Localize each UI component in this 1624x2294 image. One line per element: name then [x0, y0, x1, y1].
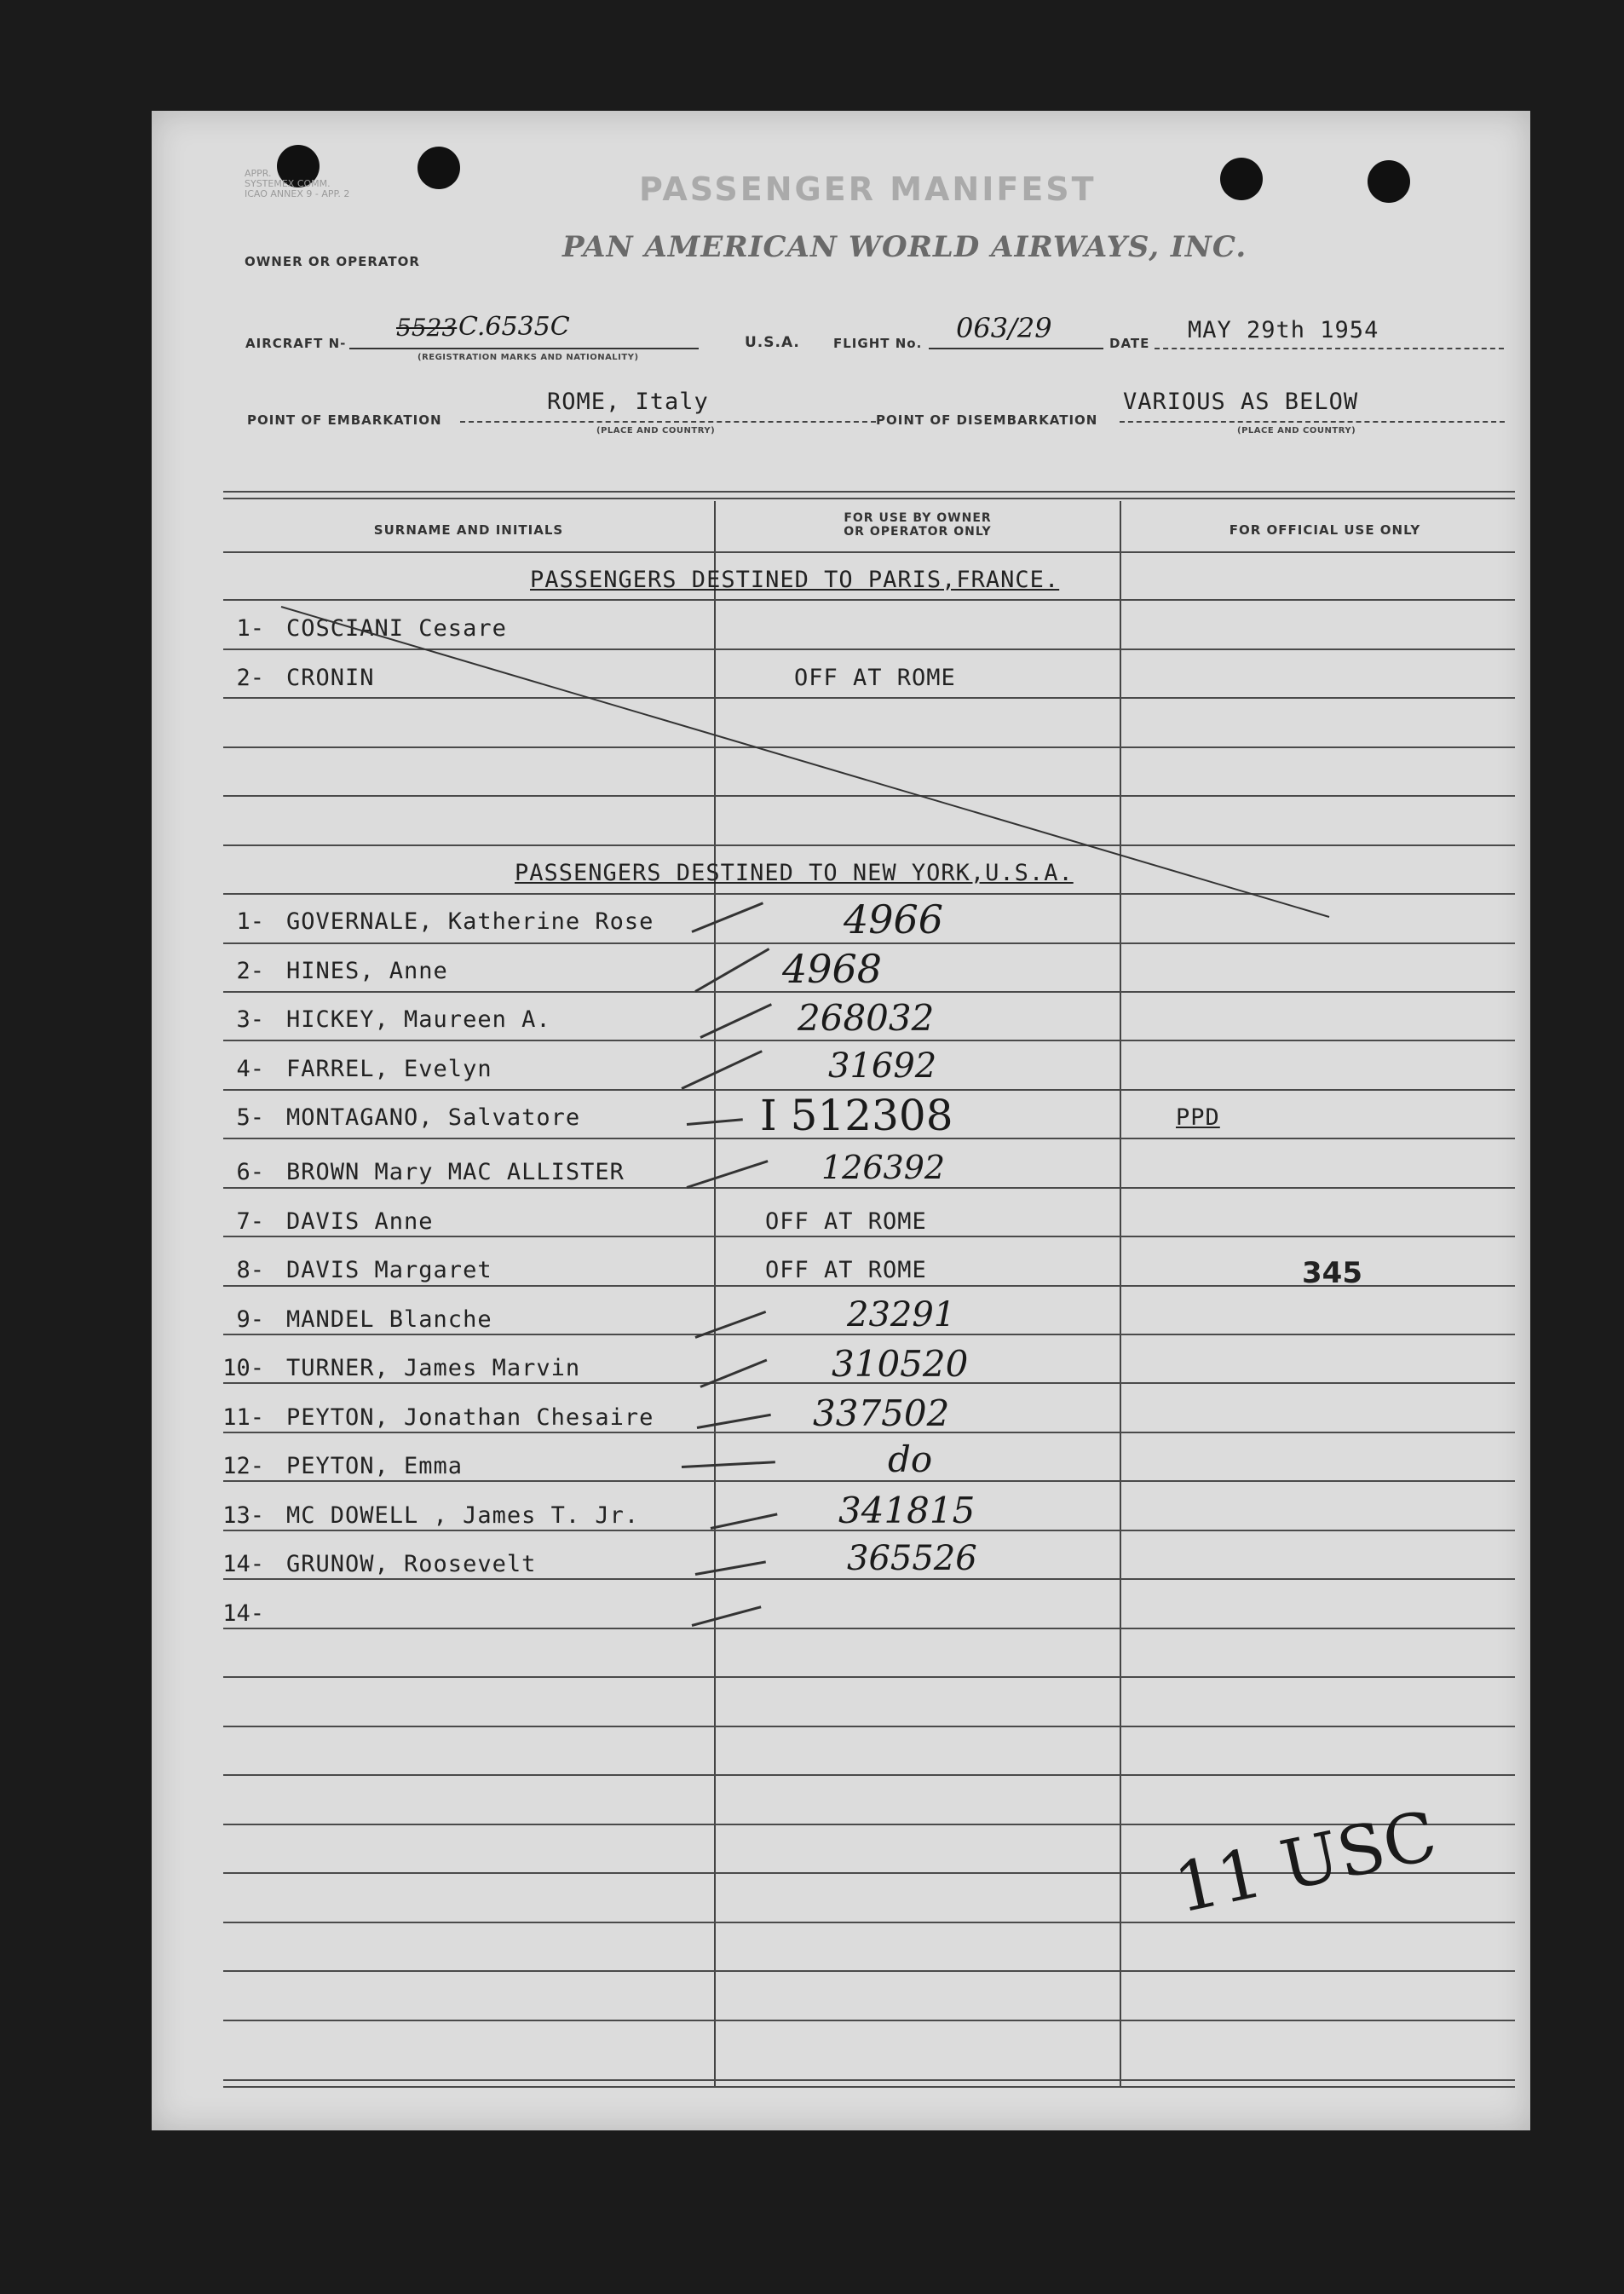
row-number: 13-	[222, 1502, 264, 1529]
aircraft-sub-label: (REGISTRATION MARKS AND NATIONALITY)	[418, 353, 639, 362]
embarkation-value: ROME, Italy	[547, 389, 709, 415]
row-number: 14-	[222, 1551, 264, 1577]
official-use-value: PPD	[1176, 1104, 1220, 1131]
row-number: 9-	[236, 1306, 264, 1333]
owner-use-value: 341815	[838, 1490, 976, 1531]
official-use-value: 345	[1302, 1256, 1362, 1290]
owner-use-value: 23291	[847, 1295, 956, 1334]
embarkation-sub-label: (PLACE AND COUNTRY)	[596, 426, 716, 435]
passenger-name: MANDEL Blanche	[286, 1306, 492, 1333]
owner-use-value: OFF AT ROME	[765, 1257, 927, 1283]
stamp-line: ICAO ANNEX 9 - APP. 2	[245, 188, 350, 199]
handwritten-annotation: 11 USC	[1167, 1795, 1443, 1928]
row-number: 4-	[236, 1056, 264, 1082]
disembarkation-label: POINT OF DISEMBARKATION	[876, 412, 1098, 428]
row-number: 8-	[236, 1257, 264, 1283]
stamp-line: APPR.	[245, 168, 272, 179]
stamp-line: SYSTEMEX COMM.	[245, 178, 331, 189]
owner-use-value: OFF AT ROME	[794, 665, 956, 691]
passenger-name: BROWN Mary MAC ALLISTER	[286, 1159, 625, 1185]
section-heading-newyork: PASSENGERS DESTINED TO NEW YORK,U.S.A.	[515, 860, 1074, 886]
owner-use-value: OFF AT ROME	[765, 1208, 927, 1235]
usa-label: U.S.A.	[745, 334, 800, 351]
section-heading-paris: PASSENGERS DESTINED TO PARIS,FRANCE.	[530, 567, 1060, 593]
row-number: 14-	[222, 1600, 264, 1627]
aircraft-value: C.6535C	[458, 312, 570, 342]
form-title: PASSENGER MANIFEST	[639, 170, 1097, 208]
row-number: 12-	[222, 1453, 264, 1479]
operator-name: PAN AMERICAN WORLD AIRWAYS, INC.	[562, 230, 1247, 264]
passenger-name: CRONIN	[286, 665, 375, 691]
row-number: 1-	[236, 908, 264, 935]
flight-value: 063/29	[956, 312, 1052, 344]
owner-use-value: 126392	[821, 1149, 946, 1186]
passenger-name: PEYTON, Emma	[286, 1453, 464, 1479]
operator-label: OWNER OR OPERATOR	[245, 254, 420, 269]
owner-use-value: 268032	[798, 997, 935, 1039]
row-number: 6-	[236, 1159, 264, 1185]
owner-column-header-line: OR OPERATOR ONLY	[844, 525, 992, 539]
row-number: 5-	[236, 1104, 264, 1131]
date-label: DATE	[1109, 336, 1150, 351]
passenger-name: COSCIANI Cesare	[286, 615, 507, 642]
date-value: MAY 29th 1954	[1188, 317, 1379, 343]
passenger-name: DAVIS Anne	[286, 1208, 434, 1235]
row-number: 7-	[236, 1208, 264, 1235]
owner-use-value: 310520	[832, 1343, 969, 1385]
aircraft-struck-value: 5523	[396, 314, 458, 342]
passenger-name: MC DOWELL , James T. Jr.	[286, 1502, 640, 1529]
disembarkation-value: VARIOUS AS BELOW	[1123, 389, 1359, 415]
row-number: 2-	[236, 958, 264, 984]
owner-use-value: do	[888, 1438, 933, 1480]
owner-use-value: I 512308	[760, 1091, 953, 1140]
row-number: 10-	[222, 1355, 264, 1381]
owner-use-value: 337502	[813, 1392, 950, 1434]
row-number: 2-	[236, 665, 264, 691]
surname-column-header: SURNAME AND INITIALS	[373, 522, 564, 538]
owner-use-value: 4968	[782, 946, 883, 992]
row-number: 3-	[236, 1006, 264, 1033]
owner-column-header-line: FOR USE BY OWNER	[844, 511, 992, 525]
passenger-name: DAVIS Margaret	[286, 1257, 492, 1283]
owner-use-value: 4966	[844, 896, 944, 942]
passenger-name: FARREL, Evelyn	[286, 1056, 492, 1082]
passenger-name: GRUNOW, Roosevelt	[286, 1551, 537, 1577]
owner-use-value: 365526	[847, 1539, 977, 1578]
passenger-name: GOVERNALE, Katherine Rose	[286, 908, 654, 935]
aircraft-label: AIRCRAFT N-	[245, 336, 347, 351]
passenger-name: MONTAGANO, Salvatore	[286, 1104, 581, 1131]
passenger-name: PEYTON, Jonathan Chesaire	[286, 1404, 654, 1431]
owner-use-value: 31692	[828, 1046, 937, 1086]
passenger-name: HINES, Anne	[286, 958, 448, 984]
row-number: 1-	[236, 615, 264, 642]
row-number: 11-	[222, 1404, 264, 1431]
passenger-name: TURNER, James Marvin	[286, 1355, 581, 1381]
passenger-name: HICKEY, Maureen A.	[286, 1006, 551, 1033]
embarkation-label: POINT OF EMBARKATION	[247, 412, 442, 428]
disembarkation-sub-label: (PLACE AND COUNTRY)	[1237, 426, 1356, 435]
official-column-header: FOR OFFICIAL USE ONLY	[1229, 522, 1421, 538]
flight-label: FLIGHT No.	[833, 336, 923, 351]
